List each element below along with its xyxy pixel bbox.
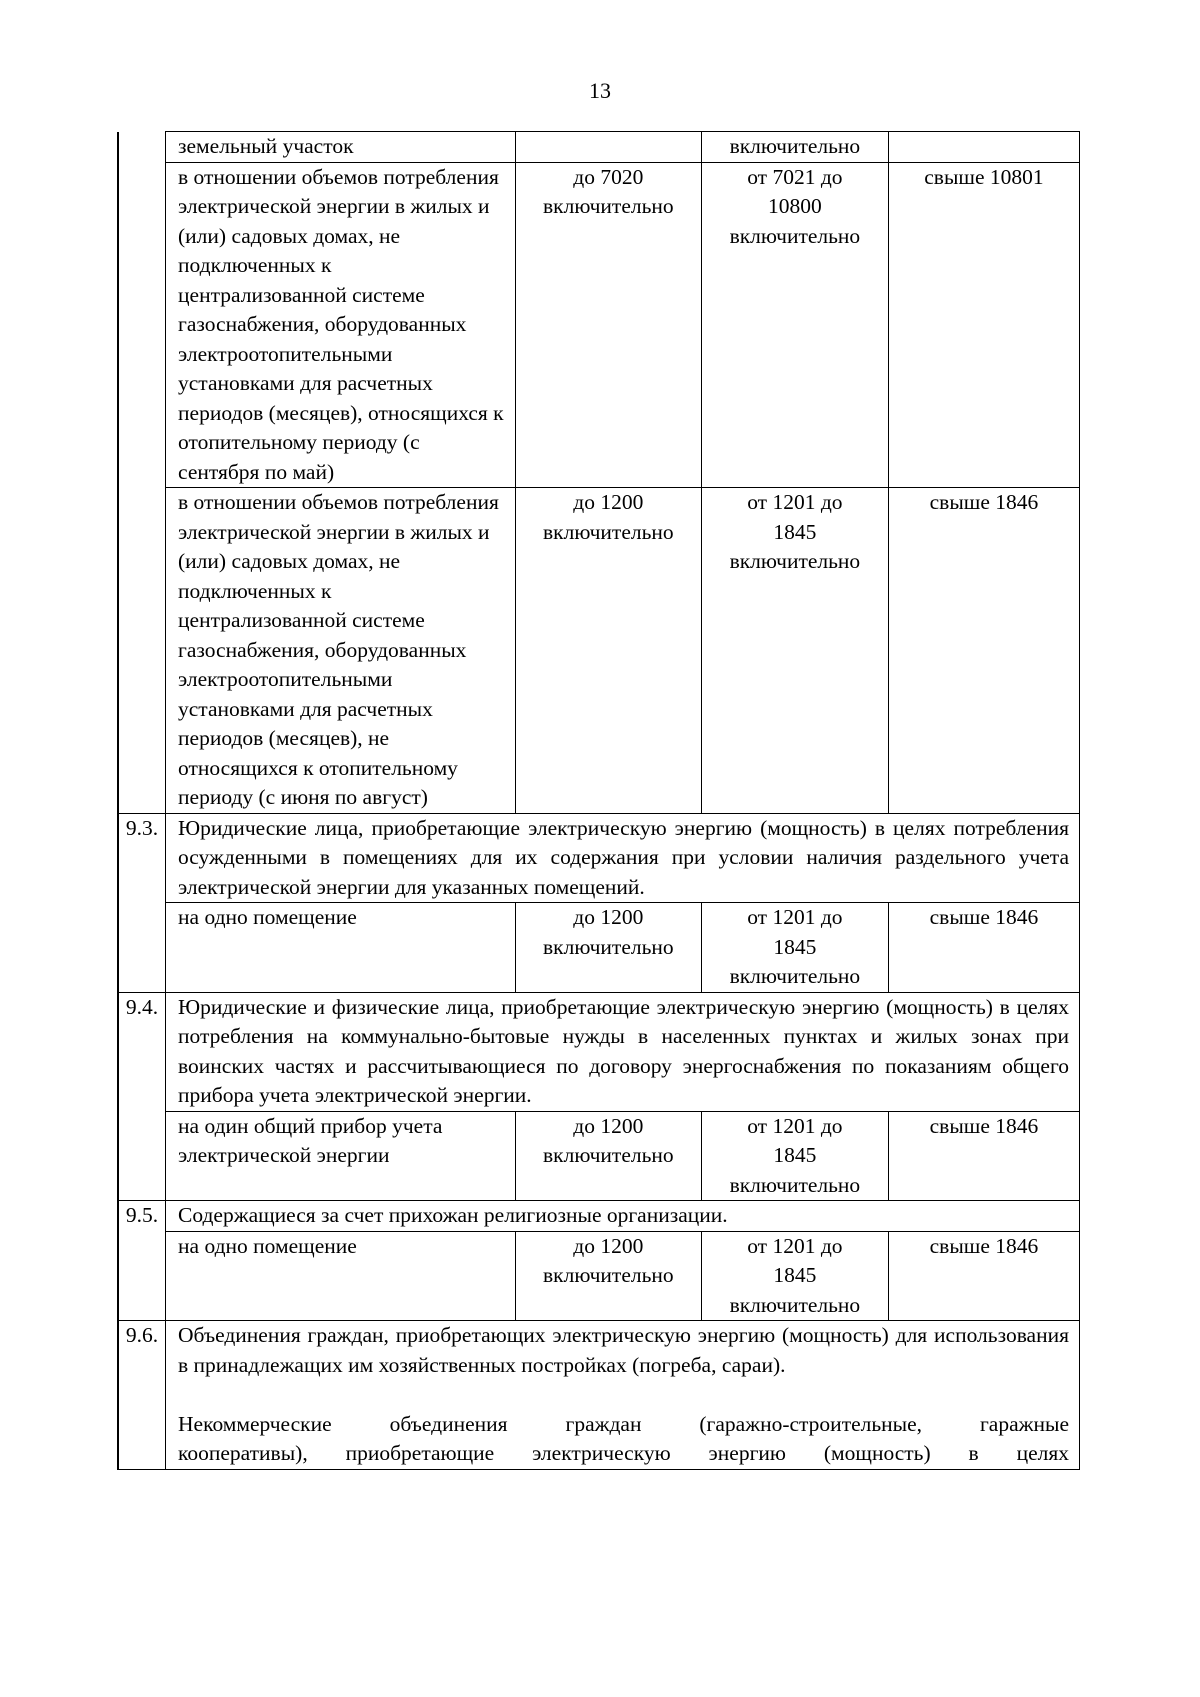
range-high-cell: свыше 1846 [888,1231,1079,1321]
range-low-cell [515,1231,701,1321]
section-number: 9.6. [118,1321,166,1470]
range-mid-from: от 1201 до [747,1233,843,1258]
row-number-cell [118,1231,166,1321]
section-description [166,1321,1080,1470]
range-mid-from: от 1201 до [747,905,843,929]
range-mid-from: от 1201 до [747,1113,843,1138]
range-mid-from: от 1201 до [747,490,843,514]
tariff-table [117,131,1080,1470]
range-mid-to: 1845 [773,1143,817,1167]
range-mid-suffix: включительно [729,1172,861,1197]
row-label: на один общий прибор учета электрической энергии [166,1111,516,1201]
range-high-cell: свыше 10801 [888,162,1079,488]
range-mid-cell: включительно [701,132,888,163]
page-number: 13 [589,78,611,103]
section-header-row [118,813,1080,903]
range-low-value: до 1200 [573,905,644,929]
range-low-suffix: включительно [543,519,674,544]
range-low-suffix: включительно [543,1143,674,1167]
row-number-cell [118,1111,166,1201]
section-description: Юридические и физические лица, приобретающие электрическую энергию (мощность) в целях потребления на коммунально-бытовые нужды в населенных пунктах и жилых зонах при воинских частях и рассчитывающиеся по договору энергоснабжения по показаниям общего прибора учета электрической энергии. [166,992,1080,1111]
range-low-suffix: включительно [543,194,674,218]
range-low-cell [515,162,701,488]
table-row [118,132,1080,163]
section-description: Юридические лица, приобретающие электрическую энергию (мощность) в целях потребления осужденными в помещениях для их содержания при условии наличия раздельного учета электрической энергии для указанных помещений. [166,813,1080,903]
table-row [118,903,1080,993]
range-mid-suffix: включительно [729,223,861,248]
section-number: 9.3. [118,813,166,903]
section-header-row [118,1201,1080,1232]
range-low-value: до 1200 [573,1113,644,1138]
range-low-cell [515,903,701,993]
range-mid-suffix: включительно [729,1292,861,1317]
range-high-cell: свыше 1846 [888,903,1079,993]
row-label: в отношении объемов потребления электрической энергии в жилых и (или) садовых домах, не подключенных к централизованной системе газоснабжения, оборудованных электроотопительными установками для расчетных периодов (месяцев), относящихся к отопительному периоду (с сентября по май) [166,162,516,488]
section-paragraph-line: кооперативы), приобретающие электрическую энергию (мощность) в целях [178,1441,1069,1465]
paragraph-gap [178,1380,1069,1410]
range-mid-suffix: включительно [729,964,861,988]
row-label: на одно помещение [166,1231,516,1321]
section-description: Содержащиеся за счет прихожан религиозные организации. [166,1201,1080,1232]
table-row [118,488,1080,814]
range-mid-from: от 7021 до [747,164,843,189]
section-number: 9.4. [118,992,166,1111]
range-mid-to: 1845 [773,519,817,544]
range-high-cell: свыше 1846 [888,488,1079,814]
row-number-cell [118,488,166,814]
row-number-cell [118,162,166,488]
range-high-cell [888,132,1079,163]
range-mid-cell [701,488,888,814]
range-mid-cell [701,1111,888,1201]
range-low-cell [515,132,701,163]
section-number: 9.5. [118,1201,166,1232]
range-mid-cell [701,903,888,993]
row-number-cell [118,903,166,993]
range-mid-cell [701,1231,888,1321]
range-mid-to: 1845 [773,934,817,959]
row-number-cell [118,132,166,163]
range-low-cell [515,488,701,814]
row-label: земельный участок [166,132,516,163]
table-row [118,1231,1080,1321]
range-low-value: до 1200 [573,490,644,514]
row-label: в отношении объемов потребления электрической энергии в жилых и (или) садовых домах, не подключенных к централизованной системе газоснабжения, оборудованных электроотопительными установками для расчетных периодов (месяцев), не относящихся к отопительному периоду (с июня по август) [166,488,516,814]
section-paragraph: Объединения граждан, приобретающих электрическую энергию (мощность) для использования в принадлежащих им хозяйственных постройках (погреба, сараи). [178,1323,1069,1377]
range-mid-suffix: включительно [729,549,861,573]
range-low-suffix: включительно [543,934,674,959]
row-label: на одно помещение [166,903,516,993]
table-row [118,1111,1080,1201]
table-row [118,162,1080,488]
range-mid-to: 10800 [768,194,822,218]
section-header-row [118,1321,1080,1470]
range-mid-to: 1845 [773,1263,817,1287]
range-high-cell: свыше 1846 [888,1111,1079,1201]
section-paragraph-line: Некоммерческие объединения граждан (гаражно-строительные, гаражные [178,1411,1069,1436]
range-low-cell [515,1111,701,1201]
section-header-row [118,992,1080,1111]
range-mid-cell [701,162,888,488]
range-low-value: до 1200 [573,1233,644,1258]
range-low-value: до 7020 [573,164,644,189]
range-low-suffix: включительно [543,1263,674,1287]
